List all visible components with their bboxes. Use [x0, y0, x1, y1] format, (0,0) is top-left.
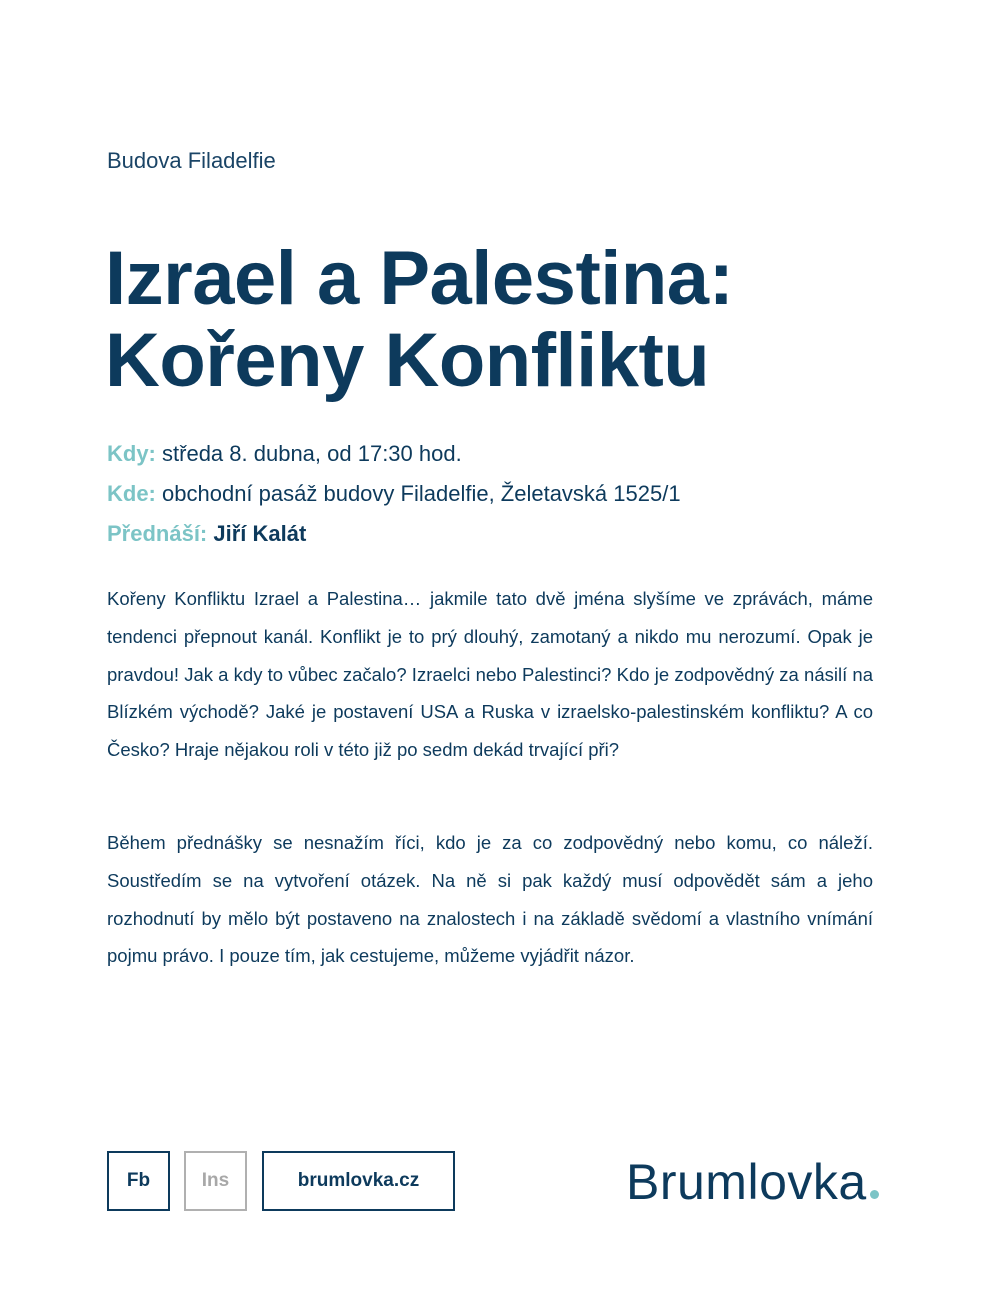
detail-speaker-label: Přednáší: [107, 521, 208, 546]
venue-label: Budova Filadelfie [107, 148, 276, 173]
detail-where [107, 474, 681, 514]
brumlovka-logo [626, 1150, 879, 1214]
detail-where-label: Kde: [107, 481, 156, 506]
detail-when [107, 434, 681, 474]
facebook-link-button[interactable]: Fb [107, 1151, 170, 1211]
detail-speaker [107, 514, 681, 554]
website-link-button[interactable]: brumlovka.cz [262, 1151, 455, 1211]
logo-dot-icon [870, 1190, 879, 1199]
logo-text: Brumlovka [626, 1154, 867, 1210]
detail-when-label: Kdy: [107, 441, 156, 466]
detail-when-value: středa 8. dubna, od 17:30 hod. [162, 441, 462, 466]
description-paragraph-2: Během přednášky se nesnažím říci, kdo je za co zodpovědný nebo komu, co náleží. Soustředím se na vytvoření otázek. Na ně si pak každý musí odpovědět sám a jeho rozhodnutí by mělo být postaveno na znalostech i na základě svědomí a vlastního vnímání pojmu právo. I pouze tím, jak cestujeme, můžeme vyjádřit názor. [107, 832, 873, 967]
description-paragraph-1: Kořeny Konfliktu Izrael a Palestina… jakmile tato dvě jména slyšíme ve zprávách, máme tendenci přepnout kanál. Konflikt je to prý dlouhý, zamotaný a nikdo mu nerozumí. Opak je pravdou! Jak a kdy to vůbec začalo? Izraelci nebo Palestinci? Kdo je zodpovědný za násilí na Blízkém východě? Jaké je postavení USA a Ruska v izraelsko-palestinském konfliktu? A co Česko? Hraje nějakou roli v této již po sedm dekád trvající při? [107, 588, 873, 761]
event-title-line-2: Kořeny Konfliktu [105, 318, 710, 403]
detail-speaker-value: Jiří Kalát [213, 521, 307, 546]
event-title-line-1: Izrael a Palestina: [105, 236, 734, 321]
event-details [107, 434, 681, 554]
detail-where-value: obchodní pasáž budovy Filadelfie, Želetavská 1525/1 [162, 481, 681, 506]
instagram-link-button[interactable]: Ins [184, 1151, 247, 1211]
event-title [105, 238, 733, 402]
